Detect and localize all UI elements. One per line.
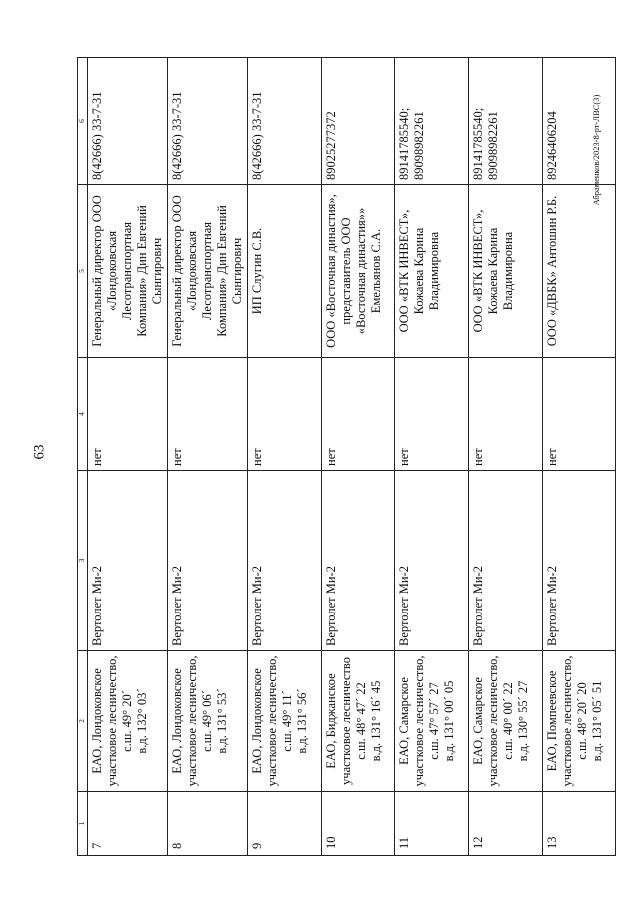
organization-line: Лесотранспортная [200,222,214,321]
organization-line: «Лондоковская [105,230,119,312]
organization-line: Сынгирович [230,237,244,305]
organization-line: Лесотранспортная [120,222,134,321]
aircraft-cell: Вертолет Ми-2 [469,471,543,651]
col4-cell: нет [248,358,322,471]
location-line: в.д. 131° 05´ 51 [589,680,604,762]
phone-line: 8(42666) 33-7-31 [250,91,264,180]
col4-cell: нет [168,358,248,471]
location-line: ЕАО, Биджанское [323,673,338,769]
location-line: участковое лесничество [338,657,353,785]
location-line: с.ш. 48° 20´ 20 [574,682,589,760]
location-line: участковое лесничество, [265,655,279,787]
aircraft-cell: Вертолет Ми-2 [542,471,616,651]
phone-line: 89141785540; [397,107,412,180]
phone-cell [168,58,248,185]
organization-line: Кожаева Карина [412,227,427,315]
column-number: 1 [78,792,88,856]
organization-cell [248,185,322,358]
organization-cell [395,185,469,358]
row-number: 12 [469,792,543,856]
table-row [542,58,616,856]
table-row [321,58,395,856]
col4-cell: нет [542,358,616,471]
table-row [248,58,322,856]
location-cell [248,651,322,792]
side-note: Абраменков/2023-8-рт-ЛВС(3) [591,94,601,206]
phone-line: 8(42666) 33-7-31 [170,91,184,180]
organization-line: ИП Слугин С.В. [250,227,264,315]
location-line: в.д. 131° 53´ [215,688,229,754]
location-line: в.д. 131° 16´ 45 [368,680,383,762]
phone-line: 89025277372 [323,111,338,180]
row-number: 9 [248,792,322,856]
row-number: 7 [88,792,168,856]
phone-cell [395,58,469,185]
organization-line: Сынгирович [150,237,164,305]
location-line: участковое лесничество, [486,655,501,787]
aircraft-cell: Вертолет Ми-2 [88,471,168,651]
organization-line: Владимировна [501,231,516,311]
organization-line: ООО «ВТК ИНВЕСТ», [397,209,412,333]
organization-line: ООО «ВТК ИНВЕСТ», [471,209,486,333]
location-line: участковое лесничество, [185,655,199,787]
location-line: ЕАО, Самарское [397,677,412,765]
row-number: 11 [395,792,469,856]
page-number: 63 [31,444,48,460]
organization-line: представитель ООО [338,217,353,325]
table-row [469,58,543,856]
phone-cell [248,58,322,185]
row-number: 10 [321,792,395,856]
col4-cell: нет [88,358,168,471]
organization-line: Владимировна [427,231,442,311]
location-line: с.ш. 49° 11´ [280,690,294,752]
organization-line: ООО «Восточная династия», [323,194,338,348]
organization-line: Кожаева Карина [486,227,501,315]
location-line: участковое лесничество, [105,655,119,787]
organization-cell [321,185,395,358]
phone-line: 89246406204 [544,111,559,180]
location-line: с.ш. 40° 00´ 22 [501,682,516,760]
location-line: в.д. 131° 56´ [295,688,309,754]
location-line: ЕАО, Самарское [471,677,486,765]
organization-cell [168,185,248,358]
data-table [77,57,616,856]
organization-line: Генеральный директор ООО [90,195,104,347]
location-cell [88,651,168,792]
column-number-row [78,58,88,856]
phone-line: 89098982261 [486,111,501,180]
location-line: с.ш. 49° 20´ [120,690,134,752]
location-line: ЕАО, Лондоковское [170,668,184,774]
aircraft-cell: Вертолет Ми-2 [168,471,248,651]
organization-cell [88,185,168,358]
table-row [88,58,168,856]
rotated-table [77,58,610,856]
column-number: 6 [78,58,88,185]
row-number: 8 [168,792,248,856]
col4-cell: нет [469,358,543,471]
location-line: участковое лесничество, [559,655,574,787]
location-line: ЕАО, Помпеевское [544,670,559,772]
aircraft-cell: Вертолет Ми-2 [321,471,395,651]
location-line: в.д. 132° 03´ [135,688,149,754]
phone-cell [88,58,168,185]
phone-cell [321,58,395,185]
table-row [395,58,469,856]
location-cell [542,651,616,792]
col4-cell: нет [395,358,469,471]
table-row [168,58,248,856]
phone-line: 89098982261 [412,111,427,180]
phone-cell [469,58,543,185]
table-frame [77,58,639,849]
organization-line: Емельянов С.А. [368,228,383,314]
organization-line: Генеральный директор ООО [170,195,184,347]
column-number: 3 [78,471,88,651]
organization-line: Компания» Дин Евгений [215,205,229,337]
organization-line: «Лондоковская [185,230,199,312]
column-number: 5 [78,185,88,358]
location-line: с.ш. 49° 06´ [200,690,214,752]
organization-line: «Восточная династия»» [353,207,368,335]
phone-cell [542,58,616,185]
location-line: в.д. 131° 00´ 05 [442,680,457,762]
location-cell [168,651,248,792]
location-cell [469,651,543,792]
column-number: 2 [78,651,88,792]
phone-line: 8(42666) 33-7-31 [90,91,104,180]
organization-cell [542,185,616,358]
location-line: ЕАО, Лондоковское [90,668,104,774]
phone-line: 89141785540; [471,107,486,180]
organization-cell [469,185,543,358]
column-number: 4 [78,358,88,471]
location-line: с.ш. 48° 47´ 22 [353,682,368,760]
organization-line: ООО «ДВБК» Антошин Р.Б. [544,195,559,347]
location-line: ЕАО, Лондоковское [250,668,264,774]
col4-cell: нет [321,358,395,471]
row-number: 13 [542,792,616,856]
aircraft-cell: Вертолет Ми-2 [395,471,469,651]
organization-line: Компания» Дин Евгений [135,205,149,337]
location-line: участковое лесничество, [412,655,427,787]
location-cell [321,651,395,792]
aircraft-cell: Вертолет Ми-2 [248,471,322,651]
location-line: с.ш. 47° 57´ 27 [427,682,442,760]
location-line: в.д. 130° 55´ 27 [516,680,531,762]
location-cell [395,651,469,792]
